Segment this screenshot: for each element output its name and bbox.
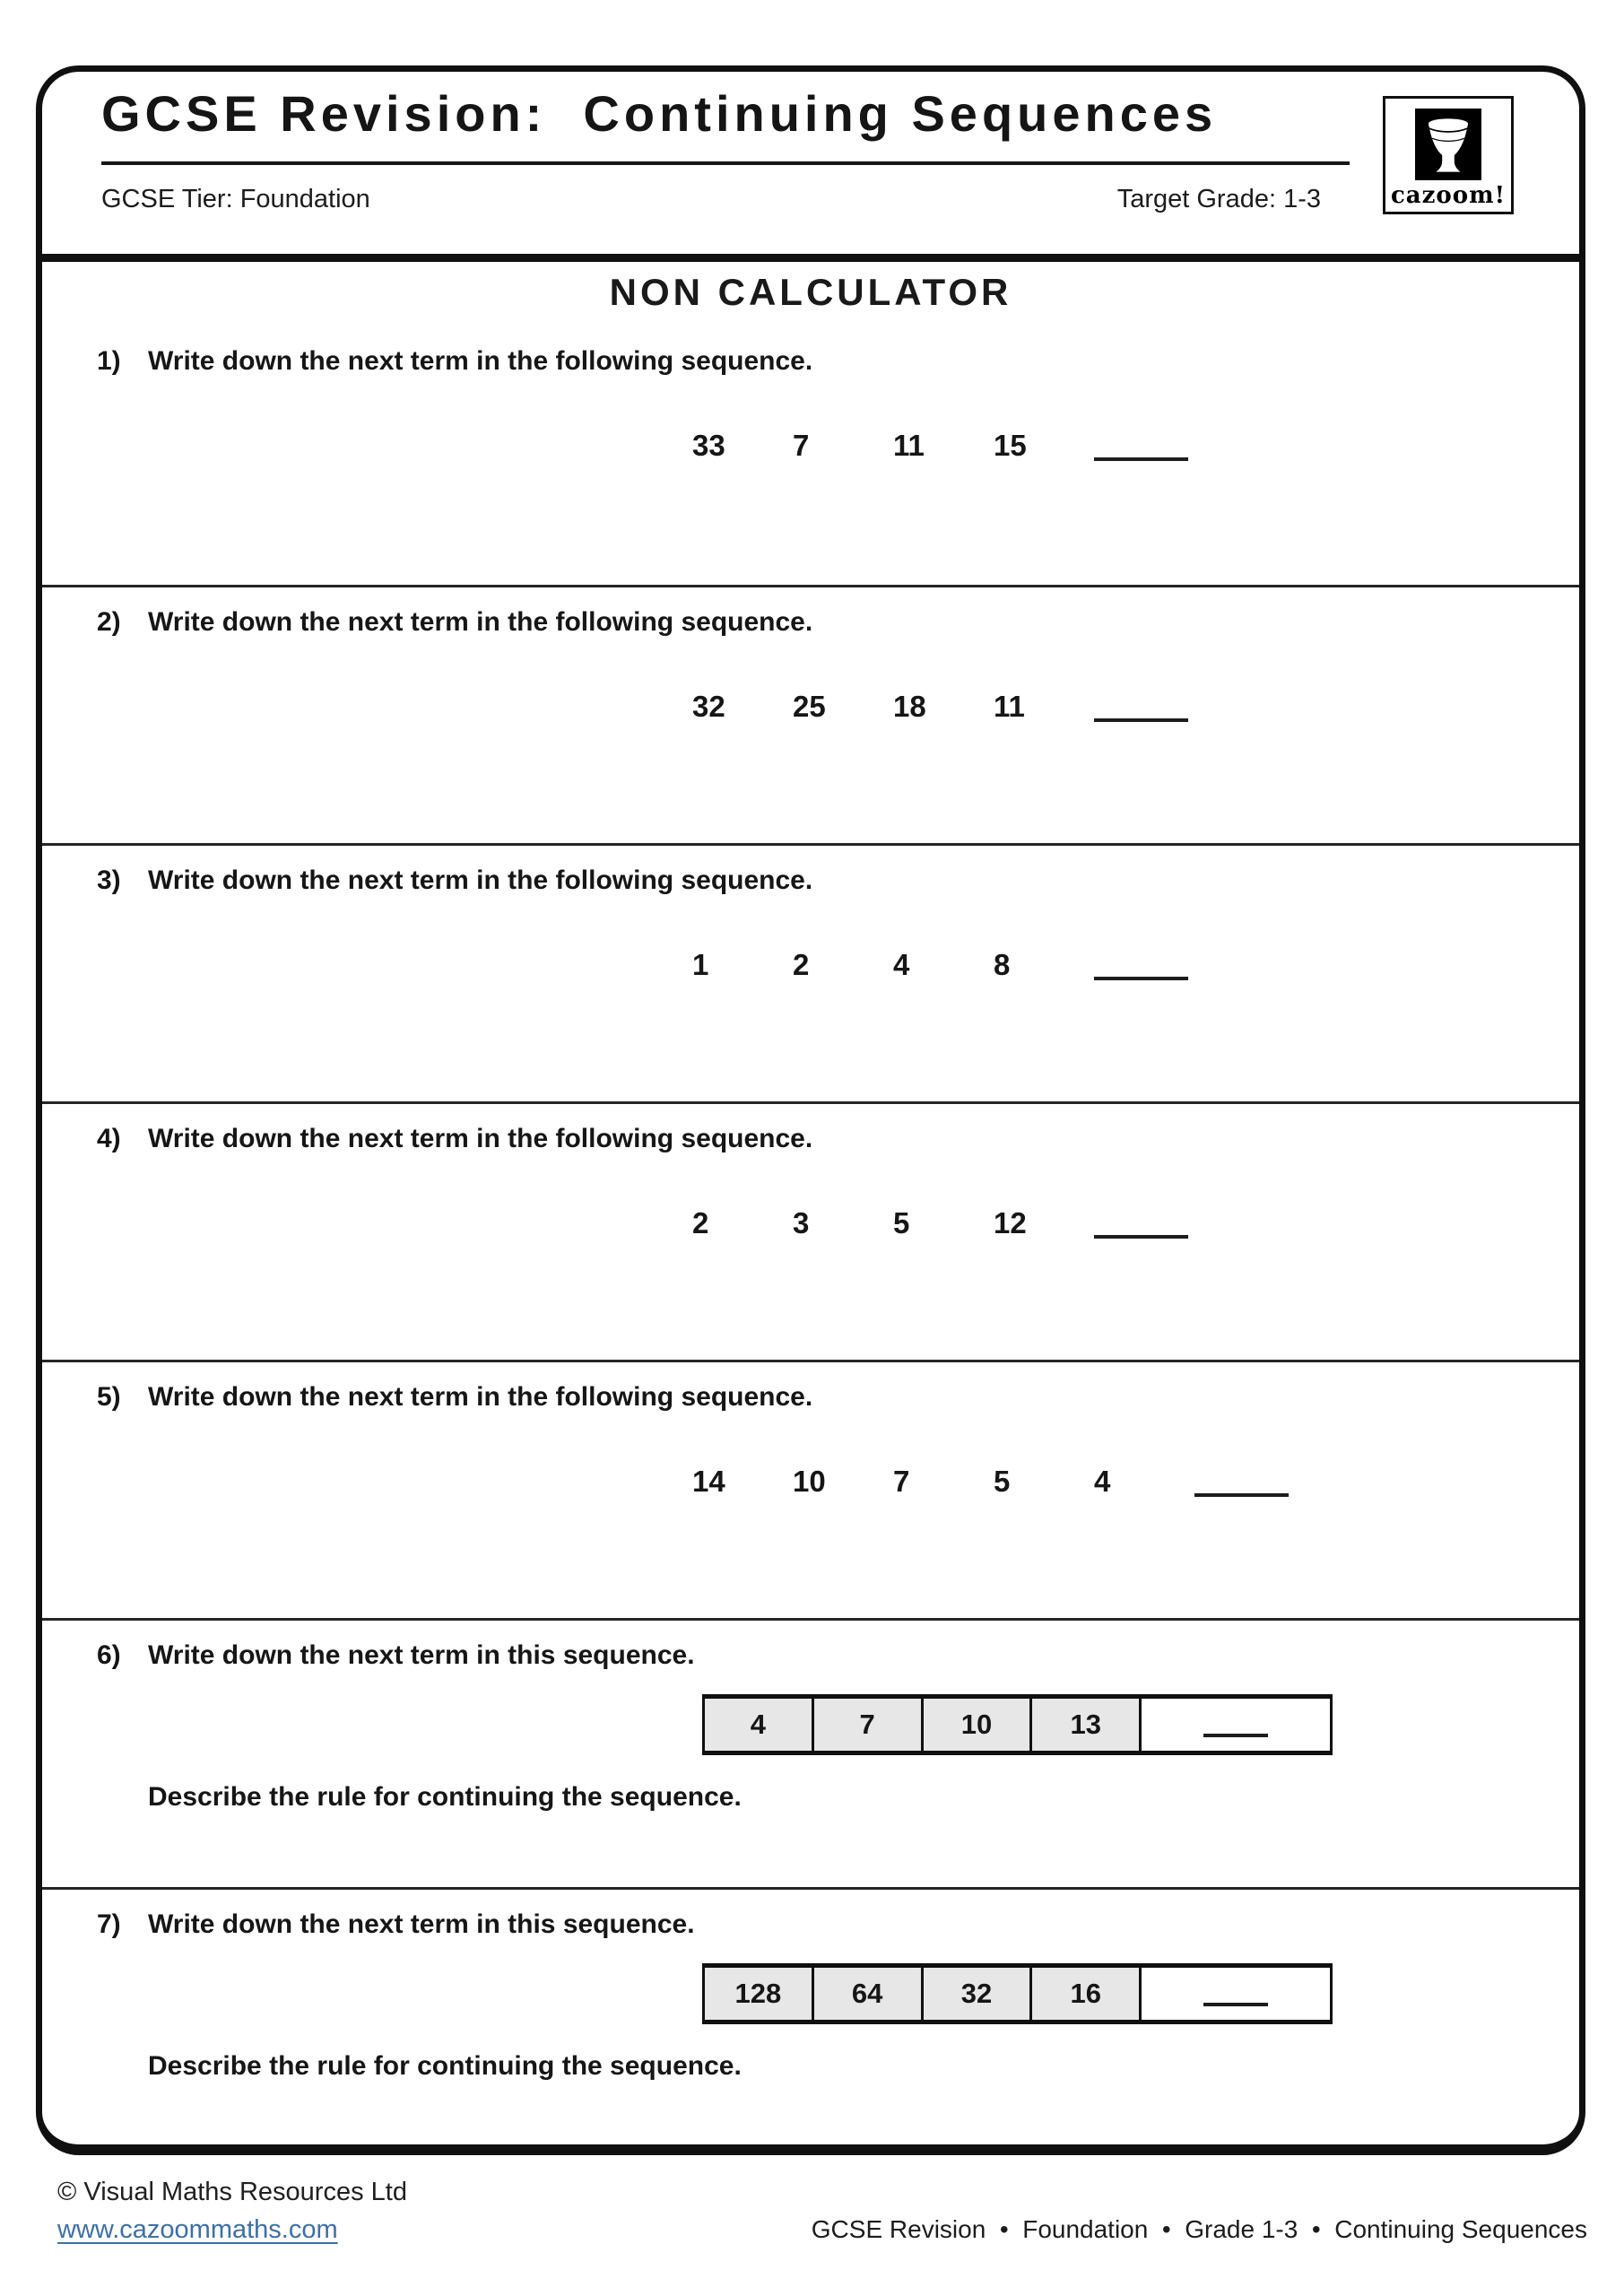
answer-blank[interactable] xyxy=(1094,457,1188,461)
sequence-term-cell: 10 xyxy=(924,1699,1033,1751)
sequence-term: 33 xyxy=(692,429,725,462)
answer-blank[interactable] xyxy=(1194,1493,1289,1497)
sequence-term: 32 xyxy=(692,690,725,723)
footer-left xyxy=(57,2178,407,2245)
answer-blank[interactable] xyxy=(1094,718,1188,722)
questions-container xyxy=(42,326,1579,2156)
question-prompt-row xyxy=(97,1380,1538,1414)
question-item xyxy=(42,1887,1579,2156)
sequence-term: 3 xyxy=(793,1206,810,1239)
question-prompt: Write down the next term in the following sequence. xyxy=(148,1124,813,1153)
question-prompt-row xyxy=(97,344,1538,378)
sequence-term: 4 xyxy=(1094,1465,1111,1498)
question-prompt: Write down the next term in the following sequence. xyxy=(148,1382,813,1412)
sequence-term: 7 xyxy=(793,429,810,462)
sequence-term-cell: 7 xyxy=(814,1699,924,1751)
question-prompt: Write down the next term in this sequence. xyxy=(148,1909,695,1939)
sequence-table xyxy=(702,1963,1333,2024)
sequence-row xyxy=(692,948,1538,982)
sequence-term: 8 xyxy=(994,948,1011,981)
question-prompt-row xyxy=(97,605,1538,639)
question-prompt: Write down the next term in this sequence. xyxy=(148,1640,695,1670)
answer-blank[interactable] xyxy=(1203,1734,1268,1737)
question-number: 1) xyxy=(97,346,121,376)
question-prompt: Write down the next term in the following sequence. xyxy=(148,607,813,637)
sequence-term: 4 xyxy=(893,948,910,981)
footer-breadcrumb: GCSE Revision • Foundation • Grade 1-3 • Continuing Sequences xyxy=(811,2215,1587,2243)
page-title: GCSE Revision: Continuing Sequences xyxy=(101,85,1218,142)
question-prompt: Write down the next term in the following sequence. xyxy=(148,865,813,895)
question-item xyxy=(42,843,1579,1101)
describe-rule-prompt: Describe the rule for continuing the sequence. xyxy=(148,1782,742,1812)
sequence-term: 7 xyxy=(893,1465,910,1498)
question-item xyxy=(42,585,1579,843)
question-item xyxy=(42,1618,1579,1887)
sequence-term-cell: 64 xyxy=(814,1968,924,2020)
question-number: 5) xyxy=(97,1382,121,1412)
question-prompt-row xyxy=(97,1908,1538,1942)
answer-cell[interactable] xyxy=(1142,1699,1330,1751)
footer-website-link[interactable]: www.cazoommaths.com xyxy=(57,2215,338,2244)
sequence-table xyxy=(702,1694,1333,1755)
answer-blank[interactable] xyxy=(1094,1235,1188,1239)
question-prompt-row xyxy=(97,1122,1538,1156)
target-grade-label: Target Grade: 1-3 xyxy=(1116,185,1321,213)
question-number: 7) xyxy=(97,1909,121,1939)
worksheet-header xyxy=(42,72,1579,254)
sequence-term-cell: 4 xyxy=(705,1699,814,1751)
question-number: 2) xyxy=(97,607,121,637)
answer-blank[interactable] xyxy=(1094,977,1188,980)
sequence-term: 25 xyxy=(793,690,826,723)
tier-label: GCSE Tier: Foundation xyxy=(101,185,370,213)
brand-text: cazoom! xyxy=(1390,182,1507,209)
question-item xyxy=(42,326,1579,585)
header-divider xyxy=(42,254,1579,262)
section-heading: NON CALCULATOR xyxy=(609,271,1012,313)
question-number: 6) xyxy=(97,1640,121,1670)
question-item xyxy=(42,1101,1579,1360)
djembe-drum-icon xyxy=(1415,109,1481,180)
sequence-term: 11 xyxy=(893,429,925,462)
question-prompt-row xyxy=(97,1639,1538,1673)
describe-rule-prompt: Describe the rule for continuing the sequence. xyxy=(148,2051,742,2081)
sequence-row xyxy=(692,690,1538,724)
footer-copyright: © Visual Maths Resources Ltd xyxy=(57,2178,407,2206)
sequence-term: 14 xyxy=(692,1465,725,1498)
sequence-term-cell: 13 xyxy=(1032,1699,1142,1751)
question-item xyxy=(42,1360,1579,1618)
sequence-term: 11 xyxy=(994,690,1025,723)
page-footer xyxy=(57,2178,1587,2245)
worksheet-page xyxy=(36,65,1585,2155)
question-prompt-row xyxy=(97,864,1538,898)
sequence-term: 5 xyxy=(893,1206,910,1239)
sequence-row xyxy=(692,1206,1538,1240)
sequence-term: 10 xyxy=(793,1465,826,1498)
title-divider xyxy=(101,161,1350,165)
question-number: 3) xyxy=(97,865,121,895)
answer-blank[interactable] xyxy=(1203,2003,1268,2006)
sequence-term: 12 xyxy=(994,1206,1027,1239)
question-prompt: Write down the next term in the following sequence. xyxy=(148,346,813,376)
question-number: 4) xyxy=(97,1124,121,1153)
sequence-term: 5 xyxy=(994,1465,1011,1498)
sequence-row xyxy=(692,429,1538,463)
sequence-term: 1 xyxy=(692,948,709,981)
sequence-term-cell: 32 xyxy=(924,1968,1033,2020)
answer-cell[interactable] xyxy=(1142,1968,1330,2020)
cazoom-logo xyxy=(1383,96,1514,214)
header-meta-row xyxy=(101,185,1321,214)
sequence-term: 18 xyxy=(893,690,926,723)
sequence-term: 15 xyxy=(994,429,1027,462)
sequence-row xyxy=(692,1465,1538,1499)
sequence-term-cell: 128 xyxy=(705,1968,814,2020)
sequence-term: 2 xyxy=(692,1206,709,1239)
sequence-term: 2 xyxy=(793,948,810,981)
sequence-term-cell: 16 xyxy=(1032,1968,1142,2020)
